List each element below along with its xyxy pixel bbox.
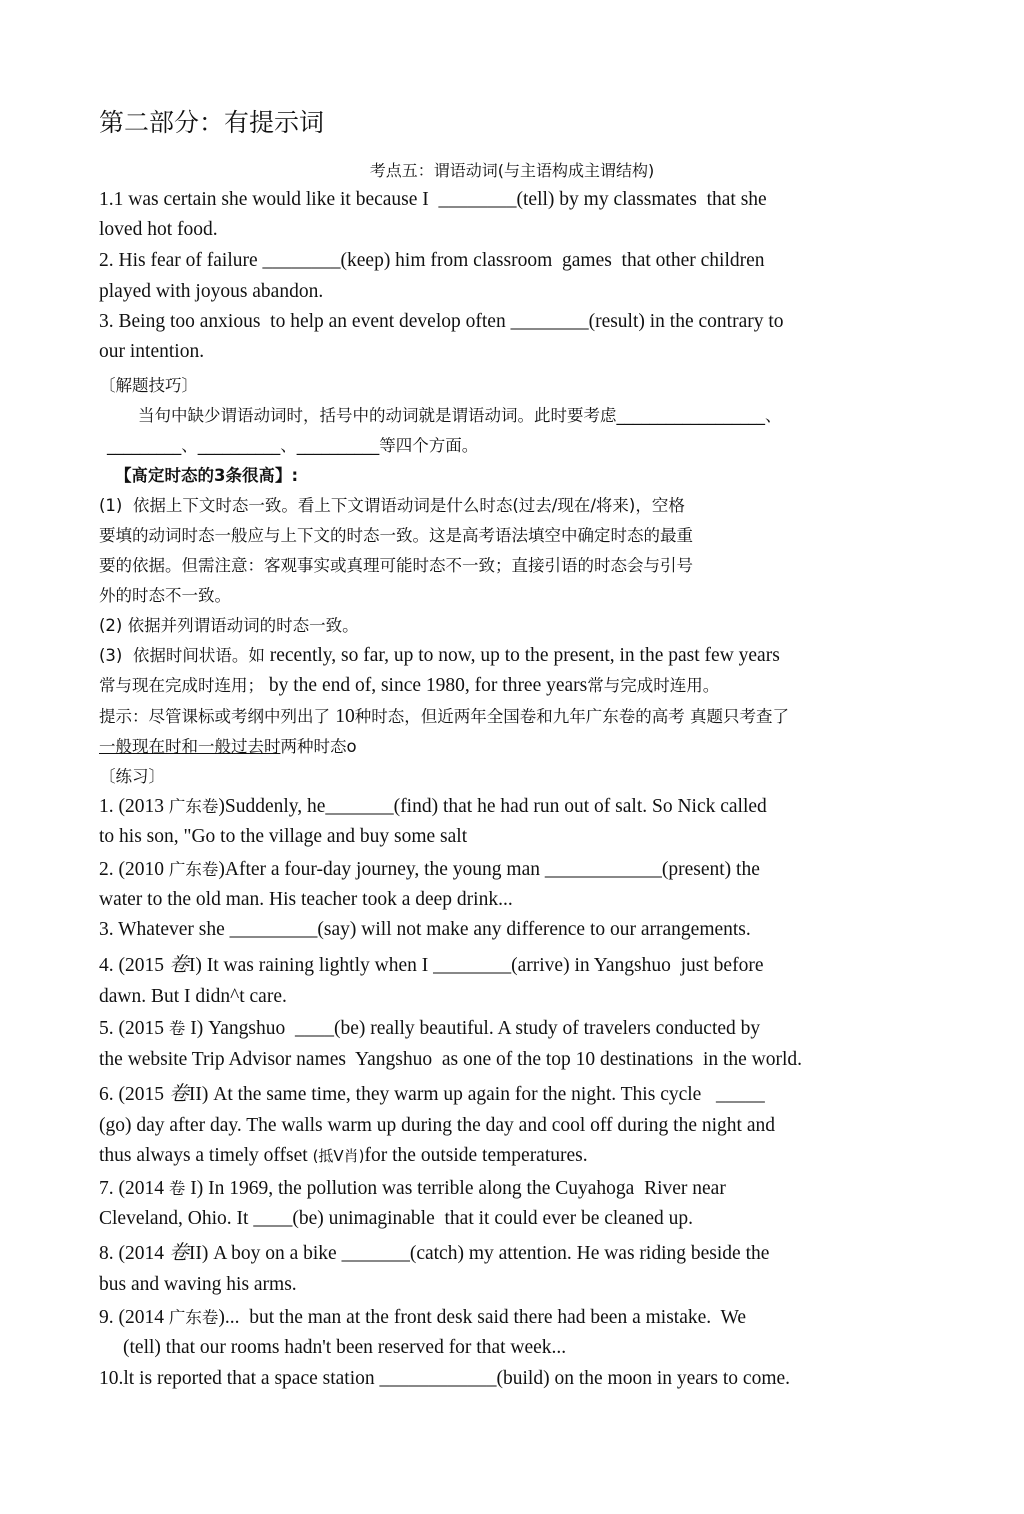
note-line-2 (99, 735, 357, 759)
rule-3-label: (3) 依据时间状语。如 (99, 646, 265, 665)
practice-5-text: I) Yangshuo ____(be) really beautiful. A study of travelers conducted by (185, 1018, 761, 1039)
rule-1-line-3: 要的依据。但需注意：客观事实或真理可能时态不一致；直接引语的时态会与引号 (99, 556, 693, 575)
practice-6-line-1 (99, 1081, 765, 1107)
practice-2-line-2: water to the old man. His teacher took a deep drink... (99, 889, 513, 910)
example-1-line-2: loved hot food. (99, 219, 218, 240)
tips-line-1: 当句中缺少谓语动词时，括号中的动词就是谓语动词。此时要考虑__________________、 (138, 406, 782, 425)
practice-4-text: I) It was raining lightly when I ________(arrive) in Yangshuo just before (188, 955, 764, 976)
note-number: 10 (335, 706, 355, 727)
rule-2: (2) 依据并列谓语动词的时态一致。 (99, 616, 359, 635)
example-2-line-2: played with joyous abandon. (99, 281, 324, 302)
section-title: 第二部分：有提示词 (99, 108, 325, 137)
practice-8-line-2: bus and waving his arms. (99, 1274, 297, 1295)
example-2-line-1: 2. His fear of failure ________(keep) him from classroom games that other children (99, 250, 765, 271)
practice-1-line-1 (99, 795, 767, 819)
practice-6-source: 卷 (168, 1081, 189, 1105)
practice-7-source: 卷 (168, 1179, 186, 1198)
practice-5-source: 卷 (168, 1019, 186, 1038)
rule-1-line-4: 外的时态不一致。 (99, 586, 231, 605)
rule-1-line-2: 要填的动词时态一般应与上下文的时态一致。这是高考语法填空中确定时态的最重 (99, 526, 693, 545)
practice-1-line-2: to his son, "Go to the village and buy some salt (99, 826, 468, 847)
practice-7-line-2: Cleveland, Ohio. It ____(be) unimaginable that it could ever be cleaned up. (99, 1208, 694, 1229)
practice-6-text-a: thus always a timely offset (99, 1145, 313, 1166)
practice-3: 3. Whatever she _________(say) will not make any difference to our arrangements. (99, 919, 751, 940)
practice-2-line-1 (99, 858, 760, 882)
practice-5-line-2: the website Trip Advisor names Yangshuo as one of the top 10 destinations in the world. (99, 1049, 803, 1070)
note-part-a: 提示：尽管课标或考纲中列出了 (99, 707, 336, 726)
rule-3-examples: recently, so far, up to now, up to the present, in the past few years (264, 645, 780, 666)
example-3-line-2: our intention. (99, 341, 205, 362)
example-1-line-1: 1.1 was certain she would like it because I ________(tell) by my classmates that she (99, 189, 767, 210)
practice-8-num: 8. (2014 (99, 1243, 169, 1264)
practice-4-source: 卷 (168, 952, 189, 976)
rule-1-line-1: (1) 依据上下文时态一致。看上下文谓语动词是什么时态(过去/现在/将来)，空格 (99, 496, 685, 515)
rule-3-note-b: 常与完成时连用。 (587, 676, 720, 695)
rule-3-note-a: 常与现在完成时连用； (99, 676, 264, 695)
practice-7-line-1 (99, 1177, 726, 1201)
practice-4-line-1 (99, 952, 763, 978)
rule-3-line-1 (99, 644, 780, 668)
tips-line-2: _________、__________、__________等四个方面。 (107, 436, 479, 455)
note-underlined: 一般现在时和一般过去时 (99, 737, 281, 756)
practice-8-source: 卷 (168, 1240, 189, 1264)
practice-9-line-1 (99, 1306, 746, 1330)
tips-heading: 〔解题技巧〕 (99, 376, 198, 395)
practice-9-source: 广东卷 (168, 1308, 219, 1327)
practice-4-line-2: dawn. But I didn^t care. (99, 986, 287, 1007)
practice-6-text-c: for the outside temperatures. (364, 1145, 588, 1166)
rule-3-line-2 (99, 674, 719, 698)
practice-8-line-1 (99, 1240, 769, 1266)
practice-6-line-3 (99, 1144, 588, 1168)
practice-7-text: I) In 1969, the pollution was terrible along the Cuyahoga River near (185, 1178, 726, 1199)
practice-8-text: II) A boy on a bike _______(catch) my attention. He was riding beside the (188, 1243, 770, 1264)
practice-2-text: )After a four-day journey, the young man ____________(present) the (218, 859, 760, 880)
practice-2-source: 广东卷 (168, 860, 219, 879)
practice-6-gloss: (抵V肖) (312, 1147, 365, 1165)
practice-9-text: )... but the man at the front desk said there had been a mistake. We (218, 1307, 747, 1328)
topic-subtitle: 考点五：谓语动词(与主语构成主谓结构) (369, 161, 655, 180)
practice-5-num: 5. (2015 (99, 1018, 169, 1039)
practice-4-num: 4. (2015 (99, 955, 169, 976)
practice-10: 10.lt is reported that a space station ____________(build) on the moon in years to come. (99, 1368, 791, 1389)
practice-2-num: 2. (2010 (99, 859, 169, 880)
practice-1-text: )Suddenly, he_______(find) that he had run out of salt. So Nick called (218, 796, 767, 817)
note-part-d: 两种时态o (280, 737, 357, 756)
practice-6-num: 6. (2015 (99, 1084, 169, 1105)
practice-6-text: II) At the same time, they warm up again for the night. This cycle _____ (188, 1084, 765, 1105)
practice-1-source: 广东卷 (168, 797, 219, 816)
practice-9-line-2: (tell) that our rooms hadn't been reserved for that week... (123, 1337, 567, 1358)
practice-heading: 〔练习〕 (99, 767, 165, 786)
practice-7-num: 7. (2014 (99, 1178, 169, 1199)
note-line-1 (99, 705, 789, 729)
example-3-line-1: 3. Being too anxious to help an event develop often ________(result) in the contrary to (99, 311, 784, 332)
note-part-c: 种时态，但近两年全国卷和九年广东卷的高考 真题只考查了 (354, 707, 789, 726)
practice-6-line-2: (go) day after day. The walls warm up during the day and cool off during the night and (99, 1115, 775, 1136)
practice-9-num: 9. (2014 (99, 1307, 169, 1328)
rule-3-examples-2: by the end of, since 1980, for three years (264, 675, 588, 696)
practice-1-num: 1. (2013 (99, 796, 169, 817)
rule-heading: 【髙定时态的3条很髙】: (115, 466, 299, 485)
practice-5-line-1 (99, 1017, 760, 1041)
